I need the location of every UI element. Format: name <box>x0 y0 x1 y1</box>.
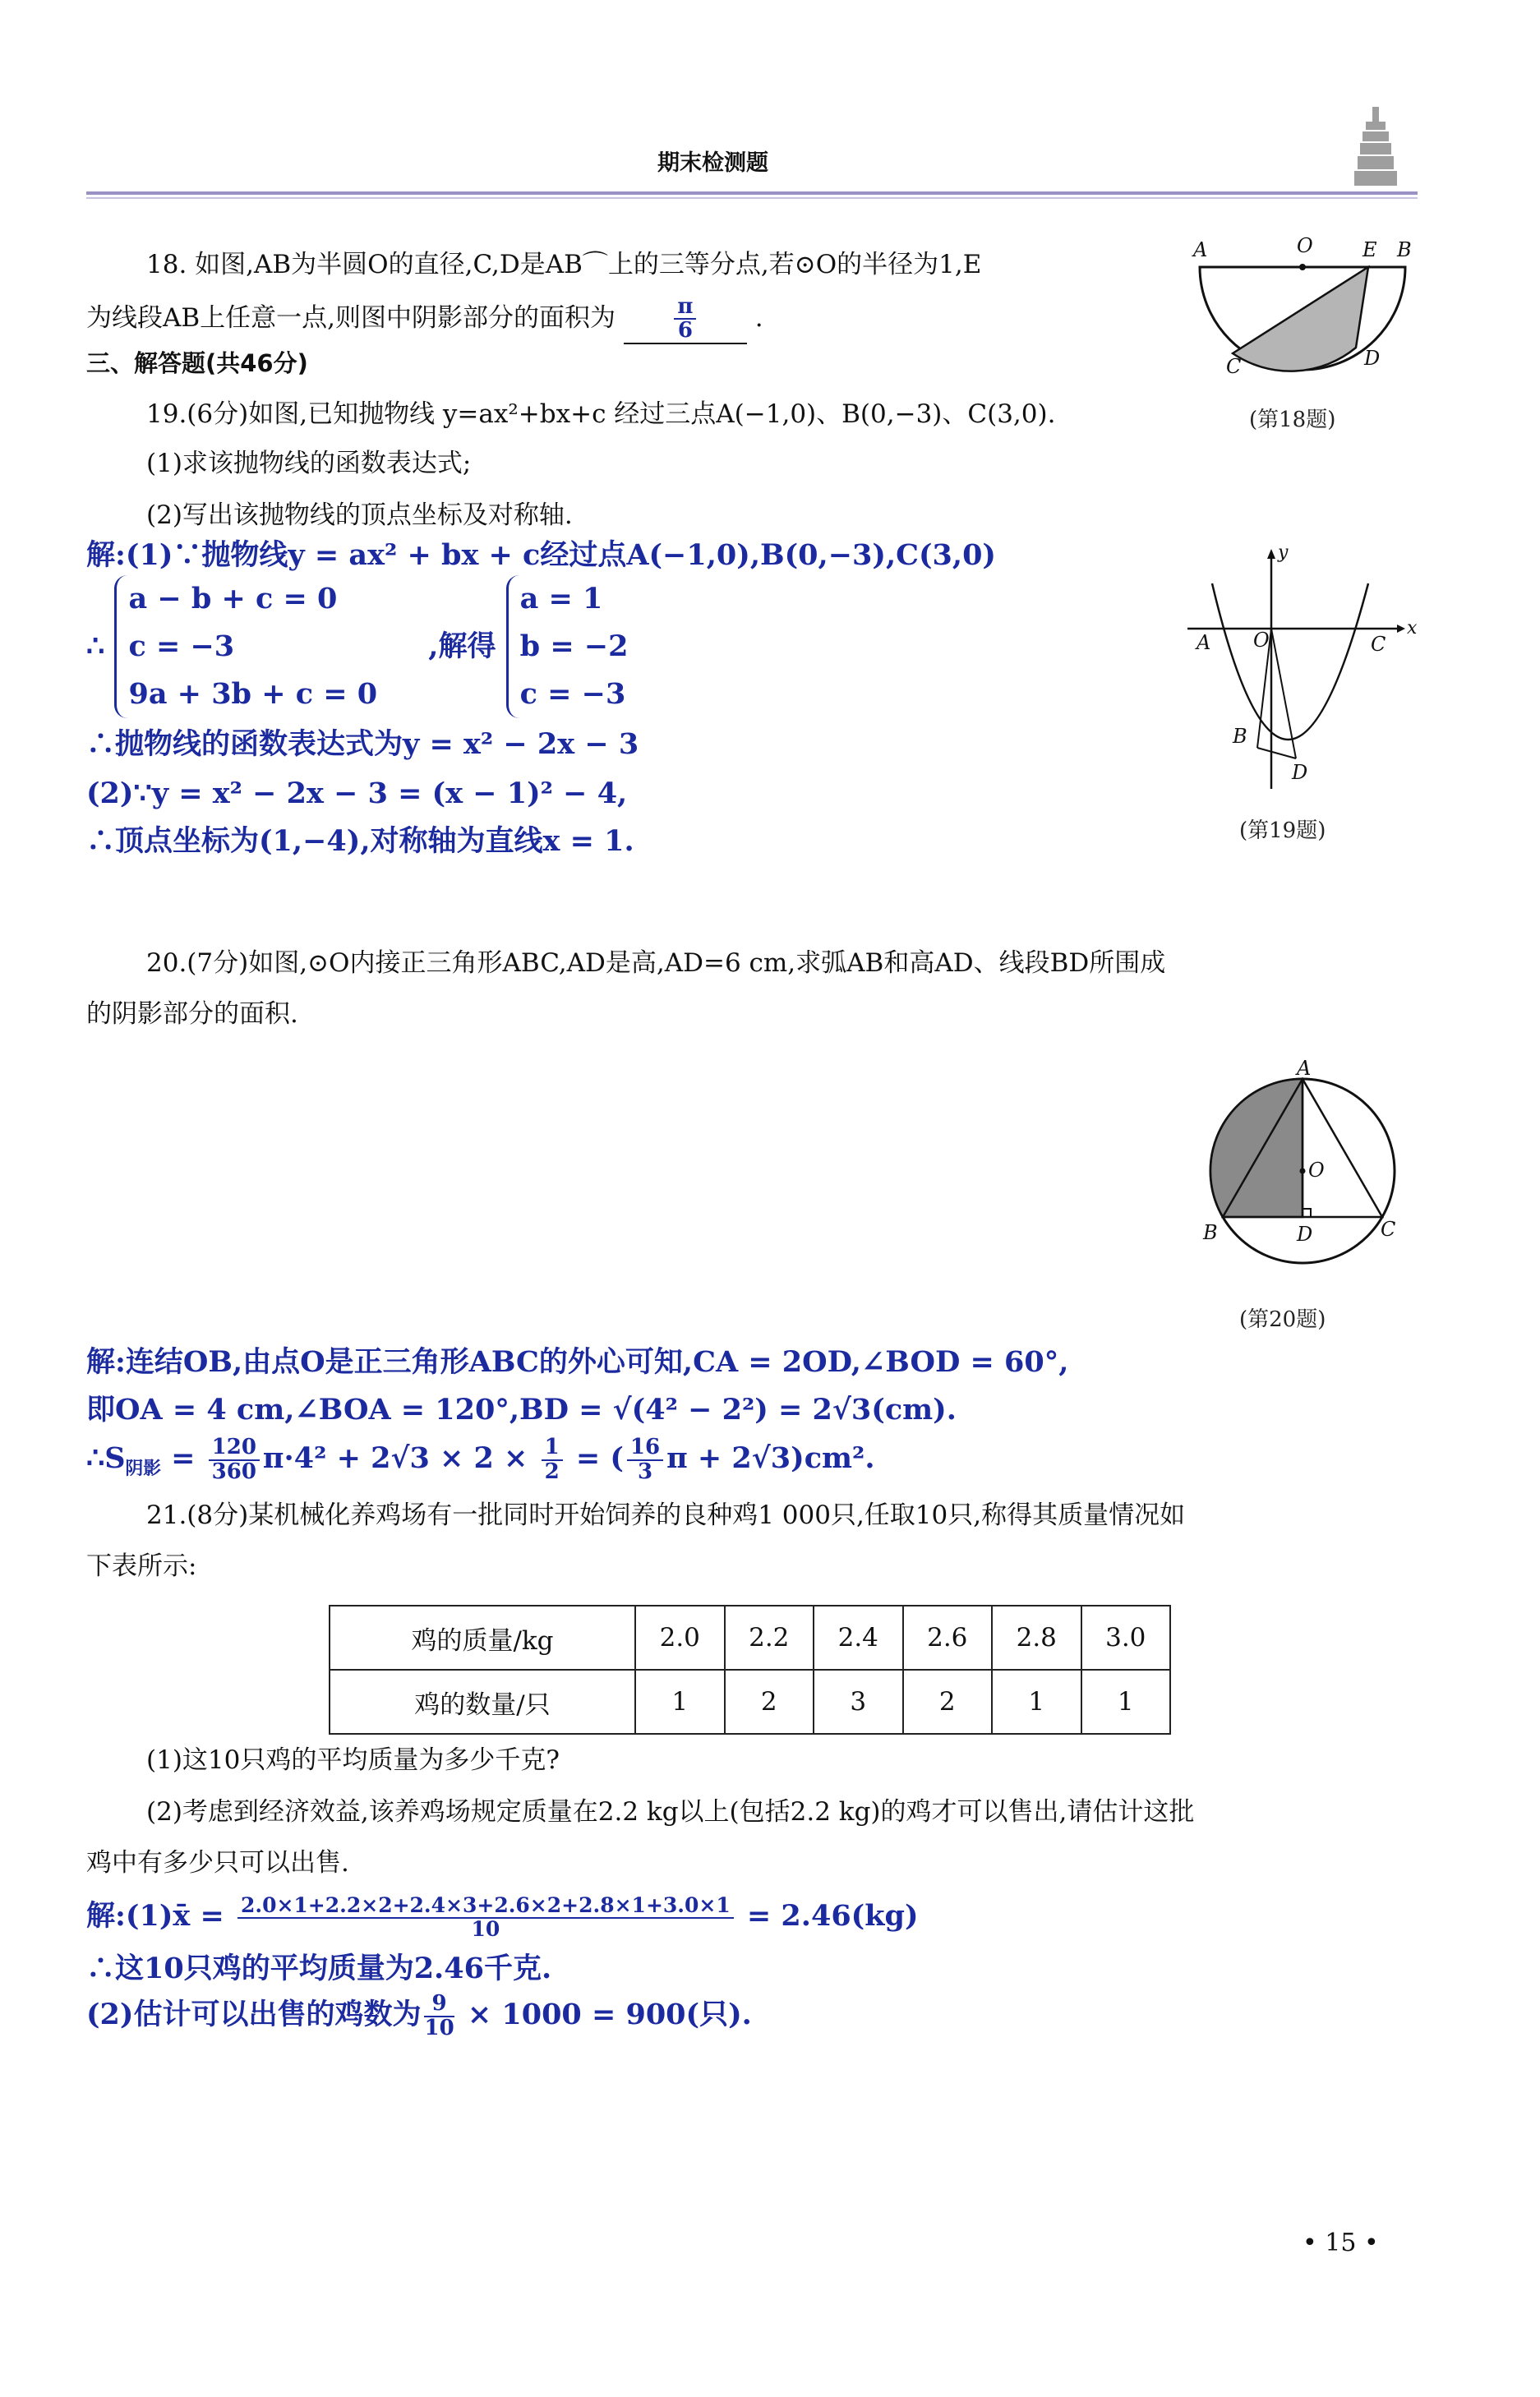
q20-frac3-den: 3 <box>637 1459 653 1484</box>
q18-label-o: O <box>1297 234 1313 257</box>
q18-line2 <box>86 296 763 344</box>
q20-frac3-num: 16 <box>627 1436 663 1460</box>
q18-line2-end: . <box>754 302 763 333</box>
q21-part2-line2: 鸡中有多少只可以出售. <box>86 1848 349 1878</box>
q21-line2: 下表所示: <box>86 1551 197 1581</box>
table-cell: 2 <box>903 1670 993 1734</box>
page-number: • 15 • <box>1303 2229 1379 2257</box>
q18-answer-den: 6 <box>677 318 693 343</box>
q20-frac3 <box>627 1436 663 1483</box>
q19-solution-line1: 解:(1)∵抛物线y = ax² + bx + c经过点A(−1,0),B(0,−3),C(3,0) <box>86 538 996 572</box>
q19-eq3: 9a + 3b + c = 0 <box>128 677 378 711</box>
q20-label-a: A <box>1297 1057 1312 1080</box>
table-cell: 2.2 <box>725 1606 814 1670</box>
q21-solution-line3 <box>86 1989 752 2041</box>
q20-label-o: O <box>1308 1159 1325 1182</box>
q18-answer-num: π <box>674 296 696 320</box>
q21-solution-line1 <box>86 1890 919 1943</box>
q21-sale-tail: × 1000 = 900(只). <box>457 1998 752 2031</box>
q20-eq: = <box>160 1441 205 1475</box>
q19-val-a: a = 1 <box>519 582 603 615</box>
q20-mid2: = ( <box>565 1441 624 1475</box>
q19-eq2: c = −3 <box>128 629 235 663</box>
q20-frac2 <box>542 1436 563 1483</box>
q21-part1: (1)这10只鸡的平均质量为多少千克? <box>146 1745 560 1775</box>
table-cell: 1 <box>1081 1670 1171 1734</box>
q18-answer <box>674 296 696 343</box>
q21-table <box>329 1605 1171 1735</box>
q20-caption: (第20题) <box>1239 1307 1326 1332</box>
q20-line2: 的阴影部分的面积. <box>86 999 298 1029</box>
q19-solution-values <box>506 575 637 718</box>
q20-solution-line2: 即OA = 4 cm,∠BOA = 120°,BD = √(4² − 2²) = 2√3(cm). <box>86 1393 957 1427</box>
q21-mean-frac <box>237 1895 734 1940</box>
q19-figure <box>1179 542 1409 797</box>
q19-eq1: a − b + c = 0 <box>128 582 338 615</box>
q20-label-c: C <box>1381 1218 1396 1241</box>
q20-frac1-den: 360 <box>211 1459 256 1484</box>
q20-area-prefix: ∴S <box>86 1441 126 1475</box>
q19-solution-line5: ∴顶点坐标为(1,−4),对称轴为直线x = 1. <box>86 824 634 858</box>
q19-solution-line3: ∴抛物线的函数表达式为y = x² − 2x − 3 <box>86 727 639 761</box>
q19-equation-system <box>114 575 385 718</box>
pagoda-icon <box>1331 99 1422 197</box>
q18-line1: 18. 如图,AB为半圆O的直径,C,D是AB⌒上的三等分点,若⊙O的半径为1,E <box>146 250 982 279</box>
q21-sale-frac <box>424 1993 454 2040</box>
q20-line1: 20.(7分)如图,⊙O内接正三角形ABC,AD是高,AD=6 cm,求弧AB和高AD、线段BD所围成 <box>146 948 1166 978</box>
q21-part2-line1: (2)考虑到经济效益,该养鸡场规定质量在2.2 kg以上(包括2.2 kg)的鸡才可以售出,请估计这批 <box>146 1797 1195 1827</box>
page-header-title: 期末检测题 <box>657 150 768 176</box>
q21-mean-prefix: 解:(1)x̄ = <box>86 1899 234 1933</box>
q20-solution-line3 <box>86 1434 875 1494</box>
q20-frac1 <box>209 1436 260 1483</box>
q19-caption: (第19题) <box>1239 818 1326 843</box>
q19-solved-label: ,解得 <box>428 629 496 663</box>
q19-part1: (1)求该抛物线的函数表达式; <box>146 449 472 478</box>
section3-title: 三、解答题(共46分) <box>86 349 308 377</box>
q19-label-a: A <box>1196 631 1211 654</box>
table-row <box>330 1606 1170 1670</box>
q18-label-e: E <box>1362 238 1377 261</box>
q21-sale-prefix: (2)估计可以出售的鸡数为 <box>86 1998 422 2031</box>
q21-solution-line2: ∴这10只鸡的平均质量为2.46千克. <box>86 1952 552 1985</box>
table-header-count: 鸡的数量/只 <box>330 1670 635 1734</box>
table-cell: 2 <box>725 1670 814 1734</box>
q21-line1: 21.(8分)某机械化养鸡场有一批同时开始饲养的良种鸡1 000只,任取10只,称得其质量情况如 <box>146 1500 1186 1530</box>
q21-sale-den: 10 <box>424 2015 454 2040</box>
q19-solution-line4: (2)∵y = x² − 2x − 3 = (x − 1)² − 4, <box>86 777 628 810</box>
q19-solution-system <box>86 575 637 718</box>
table-header-mass: 鸡的质量/kg <box>330 1606 635 1670</box>
q20-frac2-den: 2 <box>544 1459 560 1484</box>
q20-tail: π + 2√3)cm². <box>666 1441 875 1475</box>
q19-part2: (2)写出该抛物线的顶点坐标及对称轴. <box>146 500 573 530</box>
q18-caption: (第18题) <box>1249 408 1336 432</box>
table-cell: 3.0 <box>1081 1606 1171 1670</box>
q19-label-o: O <box>1253 629 1270 652</box>
q20-label-d: D <box>1297 1223 1313 1246</box>
q20-frac2-num: 1 <box>542 1436 563 1460</box>
q20-mid1: π·4² + 2√3 × 2 × <box>262 1441 538 1475</box>
q18-label-a: A <box>1193 238 1208 261</box>
q19-val-b: b = −2 <box>519 629 629 663</box>
q19-val-c: c = −3 <box>519 677 626 711</box>
q20-solution-line1: 解:连结OB,由点O是正三角形ABC的外心可知,CA = 2OD,∠BOD = 60°, <box>86 1345 1069 1379</box>
q19-label-c: C <box>1371 633 1386 656</box>
q19-therefore: ∴ <box>86 629 105 663</box>
q20-label-b: B <box>1203 1221 1218 1244</box>
table-cell: 1 <box>635 1670 725 1734</box>
q19-label-b: B <box>1233 725 1247 748</box>
q18-label-d: D <box>1364 347 1381 370</box>
q18-label-b: B <box>1397 238 1412 261</box>
q19-stem: 19.(6分)如图,已知抛物线 y=ax²+bx+c 经过三点A(−1,0)、B(0,−3)、C(3,0). <box>146 399 1056 429</box>
q21-mean-tail: = 2.46(kg) <box>736 1899 919 1933</box>
q21-mean-num: 2.0×1+2.2×2+2.4×3+2.6×2+2.8×1+3.0×1 <box>237 1895 734 1918</box>
table-cell: 1 <box>992 1670 1081 1734</box>
q19-label-y: y <box>1278 542 1289 563</box>
q21-sale-num: 9 <box>424 1993 454 2017</box>
table-row <box>330 1670 1170 1734</box>
q18-label-c: C <box>1226 355 1242 378</box>
q18-answer-blank <box>624 296 747 344</box>
table-cell: 2.4 <box>814 1606 903 1670</box>
table-cell: 2.8 <box>992 1606 1081 1670</box>
table-cell: 2.6 <box>903 1606 993 1670</box>
table-cell: 2.0 <box>635 1606 725 1670</box>
q19-label-d: D <box>1292 761 1308 784</box>
q20-frac1-num: 120 <box>209 1436 260 1460</box>
table-cell: 3 <box>814 1670 903 1734</box>
q20-area-sub: 阴影 <box>125 1459 161 1479</box>
q19-label-x: x <box>1407 618 1418 638</box>
q21-mean-den: 10 <box>471 1916 500 1941</box>
q18-line2-text: 为线段AB上任意一点,则图中阴影部分的面积为 <box>86 302 616 333</box>
